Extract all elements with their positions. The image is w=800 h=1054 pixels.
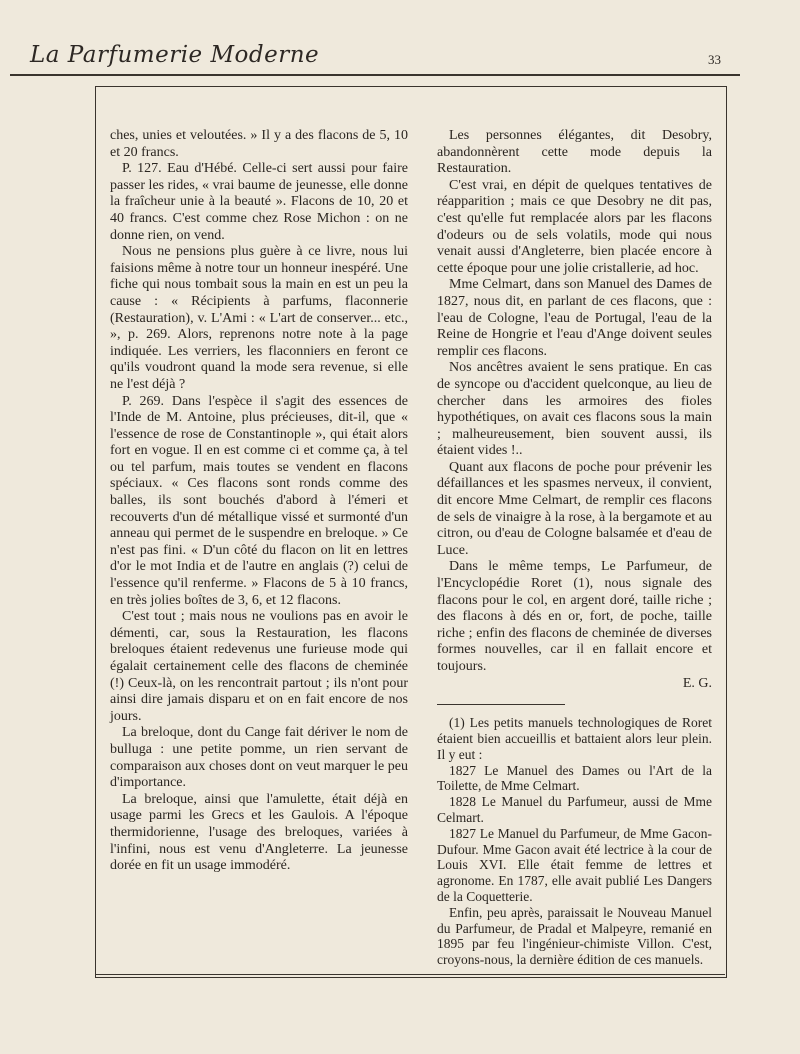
right-paragraph: C'est vrai, en dépit de quelques tentatives de réapparition ; mais ce que Desobry ne dit pas, c'est qu'elle fut remplacée alors par les flacons d'odeurs ou de sels volatils, mode qui nous venait aussi d'Angleterre, bien placée encore à cette époque pour une jolie cristallerie, ad hoc. [437,177,712,276]
footnote-paragraph: Enfin, peu après, paraissait le Nouveau Manuel du Parfumeur, de Pradal et Malpeyre, remanié en 1895 par feu l'ingénieur-chimiste Villon. C'est, croyons-nous, la dernière édition de ces manuels. [437,904,712,968]
page-number: 33 [708,52,721,67]
footnote-paragraph: (1) Les petits manuels technologiques de Roret étaient bien accueillis et battaient alors leur plein. Il y eut : [437,715,712,762]
footnote-paragraph: 1827 Le Manuel du Parfumeur, de Mme Gacon-Dufour. Mme Gacon avait été lectrice à la cour de Louis XVI. Elle était femme de lettres et agronome. En 1787, elle avait publié Les Dangers de la Coquetterie. [437,825,712,904]
left-paragraph: ches, unies et veloutées. » Il y a des flacons de 5, 10 et 20 francs. [110,128,408,160]
left-paragraph: P. 269. Dans l'espèce il s'agit des essences de l'Inde de M. Antoine, plus précieuses, dit-il, que « l'essence de rose de Constantinople », qui était alors fort en vogue. Il en est comme ci et comme ça, à tel ou tel parfum, mais toutes se vendent en flacons spéciaux. « Ces flacons sont ronds comme des balles, ils sont bouchés d'abord à l'émeri et recouverts d'un dé métallique vissé et surmonté d'un anneau qui permet de le suspendre en breloque. » Ce n'est pas fini. « D'un côté du flacon on lit en lettres d'or le mot India et de l'autre en anglais (?) celui de l'essence qu'il renferme. » Flacons de 5 à 10 francs, en très jolies boîtes de 3, 6, et 12 flacons. [110,393,408,608]
left-column [110,128,408,875]
right-paragraph: Les personnes élégantes, dit Desobry, abandonnèrent cette mode depuis la Restauration. [437,128,712,177]
right-paragraph: Nos ancêtres avaient le sens pratique. En cas de syncope ou d'accident quelconque, au lieu de chercher dans les armoires des fioles hypothétiques, on avait ces flacons sous la main ; malheureusement, bien souvent aussi, ils étaient vides !.. [437,360,712,459]
right-paragraph: Dans le même temps, Le Parfumeur, de l'Encyclopédie Roret (1), nous signale des flacons pour le col, en argent doré, taille riche ; des flacons à dés en or, fort, de poche, taille riche ; enfin des flacons de cheminée de diverses formes nouvelles, car il en fallait encore et toujours. [437,559,712,674]
footnote-paragraph: 1828 Le Manuel du Parfumeur, aussi de Mme Celmart. [437,794,712,825]
right-paragraph: Quant aux flacons de poche pour prévenir les défaillances et les spasmes nerveux, il convient, dit encore Mme Celmart, de remplir ces flacons de sels de vinaigre à la rose, à la bergamote et au citron, ou d'eau de Cologne balsamée et d'eau de Luce. [437,459,712,558]
left-paragraph: C'est tout ; mais nous ne voulions pas en avoir le démenti, car, sous la Restauration, les flacons breloques étaient redevenus une furieuse mode qui égalait certainement celle des flacons de cheminée (!) Ceux-là, on les rencontrait partout ; ils n'ont pour ainsi dire jamais disparu et on en fait encore de nos jours. [110,609,408,724]
footnote-paragraph: 1827 Le Manuel des Dames ou l'Art de la Toilette, de Mme Celmart. [437,762,712,794]
signature: E. G. [682,675,712,691]
frame-bottom-rule [95,974,725,975]
running-header-title: La Parfumerie Moderne [30,42,320,68]
header-rule [10,74,740,76]
left-paragraph: Nous ne pensions plus guère à ce livre, nous lui faisions même à notre tour un honneur inespéré. Une fiche qui nous tombait sous la main en est un peu la cause : « Récipients à parfums, flaconnerie (Restauration), v. L'Ami : « L'art de conserver... etc., », p. 269. Alors, reprenons notre note à la page indiquée. Les verriers, les flaconniers en feront ce qu'ils voudront quand la mode sera revenue, si elle ne l'est déjà ? [110,244,408,392]
footnotes [437,715,712,968]
left-paragraph: P. 127. Eau d'Hébé. Celle-ci sert aussi pour faire passer les rides, « vrai baume de jeunesse, elle donne la fraîcheur unie à la beauté ». Flacons de 10, 20 et 40 francs. C'est comme chez Rose Michon : on ne donne rien, on vend. [110,161,408,243]
left-paragraph: La breloque, dont du Cange fait dériver le nom de bulluga : une petite pomme, un rien servant de comparaison aux choses dont on veut marquer le peu d'importance. [110,725,408,791]
right-column [437,128,712,968]
footnote-rule [437,704,565,705]
right-paragraph: Mme Celmart, dans son Manuel des Dames de 1827, nous dit, en parlant de ces flacons, que : l'eau de Cologne, l'eau de Portugal, l'eau de la Reine de Hongrie et l'eau d'Ange doivent seules remplir ces flacons. [437,277,712,359]
left-paragraph: La breloque, ainsi que l'amulette, était déjà en usage parmi les Grecs et les Gaulois. A l'époque thermidorienne, l'usage des breloques, variées à l'infini, nous est venu d'Angleterre. La jeunesse dorée en fit un usage immodéré. [110,791,408,874]
